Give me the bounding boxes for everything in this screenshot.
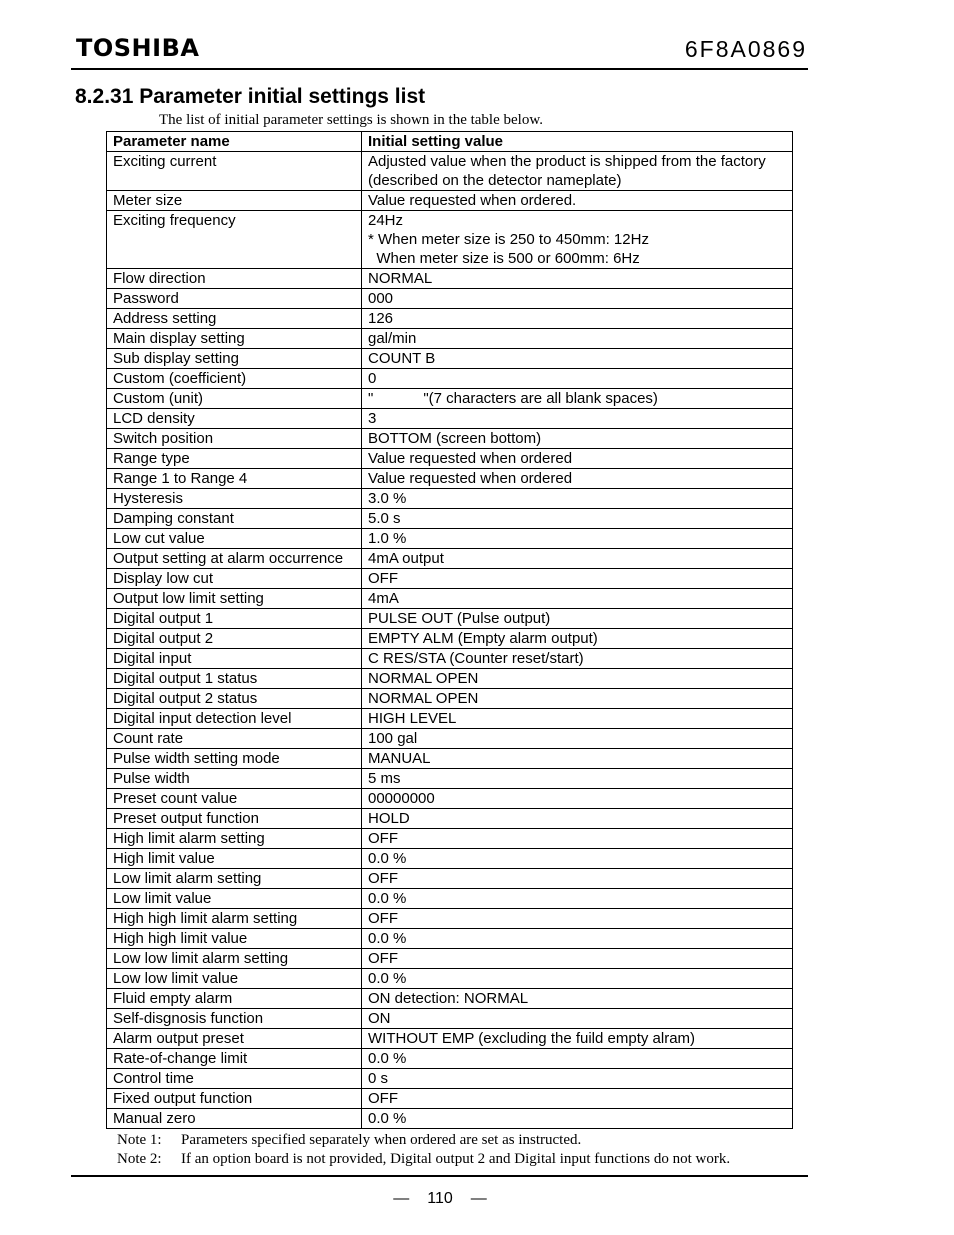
initial-value-line: 0.0 % [368,1050,407,1067]
parameter-name-cell: LCD density [107,409,362,429]
table-row [107,809,793,829]
initial-value-cell [362,1029,793,1049]
table-row [107,789,793,809]
initial-value-line: Value requested when ordered. [368,192,577,209]
note-label: Note 1: [117,1132,162,1148]
initial-value-line: Adjusted value when the product is shipped from the factory [368,153,766,170]
parameter-name-cell: Custom (coefficient) [107,369,362,389]
parameter-name-cell: Control time [107,1069,362,1089]
parameter-name-cell: Output setting at alarm occurrence [107,549,362,569]
footer-divider [71,1175,808,1177]
table-row [107,152,793,191]
page-number [0,1190,880,1208]
initial-value-line: 00000000 [368,790,435,807]
parameter-name-cell: Digital output 2 [107,629,362,649]
initial-value-line: COUNT B [368,350,436,367]
initial-value-cell [362,709,793,729]
table-row [107,389,793,409]
note-text: If an option board is not provided, Digital output 2 and Digital input functions do not work. [181,1151,731,1167]
initial-value-line: Value requested when ordered [368,470,573,487]
initial-value-line: 0 [368,370,377,387]
parameter-table [106,131,793,1129]
initial-value-line: HOLD [368,810,410,827]
initial-value-line: 5.0 s [368,510,401,527]
table-row [107,289,793,309]
table-row [107,889,793,909]
note-label: Note 2: [117,1151,162,1167]
initial-value-line: 0.0 % [368,1110,407,1127]
header-divider [71,68,808,70]
initial-value-line: (described on the detector nameplate) [368,172,622,189]
initial-value-cell [362,849,793,869]
initial-value-cell [362,889,793,909]
table-row [107,549,793,569]
note-text: Parameters specified separately when ordered are set as instructed. [181,1132,582,1148]
initial-value-cell [362,369,793,389]
initial-value-line: OFF [368,570,398,587]
table-row [107,1009,793,1029]
table-row [107,509,793,529]
table-row [107,689,793,709]
initial-value-line: Value requested when ordered [368,450,573,467]
table-row [107,1029,793,1049]
initial-value-cell [362,329,793,349]
table-row [107,309,793,329]
initial-value-cell [362,789,793,809]
table-row [107,269,793,289]
table-row [107,629,793,649]
parameter-name-cell: Fixed output function [107,1089,362,1109]
initial-value-line: NORMAL [368,270,433,287]
initial-value-line: WITHOUT EMP (excluding the fuild empty alram) [368,1030,696,1047]
table-row [107,569,793,589]
initial-value-cell [362,1089,793,1109]
initial-value-line: 126 [368,310,394,327]
parameter-name-cell: Digital output 1 [107,609,362,629]
column-header-initial-value: Initial setting value [362,132,793,152]
table-row [107,469,793,489]
initial-value-line: 3.0 % [368,490,407,507]
initial-value-cell [362,269,793,289]
parameter-name-cell: Low low limit alarm setting [107,949,362,969]
parameter-name-cell: Range type [107,449,362,469]
initial-value-line: BOTTOM (screen bottom) [368,430,542,447]
initial-value-cell [362,609,793,629]
initial-value-cell [362,569,793,589]
initial-value-cell [362,669,793,689]
notes [117,1131,730,1169]
initial-value-line: 4mA output [368,550,444,567]
initial-value-cell [362,1009,793,1029]
initial-value-line: OFF [368,950,398,967]
initial-value-cell [362,389,793,409]
parameter-name-cell: Custom (unit) [107,389,362,409]
initial-value-cell [362,929,793,949]
parameter-name-cell: Digital input detection level [107,709,362,729]
parameter-name-cell: High limit value [107,849,362,869]
initial-value-line: 100 gal [368,730,418,747]
table-row [107,409,793,429]
table-row [107,609,793,629]
parameter-name-cell: Display low cut [107,569,362,589]
parameter-name-cell: High high limit value [107,929,362,949]
table-row [107,849,793,869]
parameter-name-cell: Pulse width setting mode [107,749,362,769]
initial-value-line: OFF [368,870,398,887]
initial-value-cell [362,1109,793,1129]
parameter-name-cell: Range 1 to Range 4 [107,469,362,489]
parameter-name-cell: Flow direction [107,269,362,289]
initial-value-cell [362,809,793,829]
table-row [107,829,793,849]
initial-value-cell [362,829,793,849]
page-dash-left: — [393,1190,410,1207]
note-item [117,1131,730,1150]
initial-value-cell [362,769,793,789]
initial-value-cell [362,629,793,649]
initial-value-cell [362,509,793,529]
initial-value-line: 24Hz [368,212,404,229]
parameter-name-cell: Low low limit value [107,969,362,989]
table-row [107,649,793,669]
initial-value-cell [362,989,793,1009]
initial-value-line: 0.0 % [368,850,407,867]
parameter-name-cell: Sub display setting [107,349,362,369]
parameter-name-cell: Exciting current [107,152,362,191]
table-row [107,869,793,889]
table-row [107,1049,793,1069]
initial-value-line: NORMAL OPEN [368,670,479,687]
page-dash-right: — [470,1190,487,1207]
table-row [107,1109,793,1129]
initial-value-cell [362,949,793,969]
parameter-name-cell: Digital output 2 status [107,689,362,709]
initial-value-line: NORMAL OPEN [368,690,479,707]
table-row [107,191,793,211]
parameter-name-cell: Preset count value [107,789,362,809]
table-row [107,749,793,769]
parameter-name-cell: Meter size [107,191,362,211]
table-header-row [107,132,793,152]
table-row [107,949,793,969]
parameter-name-cell: Exciting frequency [107,211,362,269]
initial-value-cell [362,689,793,709]
table-row [107,929,793,949]
page-header [76,34,807,64]
initial-value-line: PULSE OUT (Pulse output) [368,610,551,627]
parameter-name-cell: Digital input [107,649,362,669]
parameter-name-cell: Low cut value [107,529,362,549]
initial-value-line: MANUAL [368,750,431,767]
table-row [107,669,793,689]
column-header-parameter-name: Parameter name [107,132,362,152]
table-row [107,989,793,1009]
initial-value-cell [362,289,793,309]
table-row [107,909,793,929]
initial-value-cell [362,309,793,329]
initial-value-line: 0.0 % [368,970,407,987]
section-title: 8.2.31 Parameter initial settings list [75,85,426,108]
table-row [107,429,793,449]
parameter-name-cell: Password [107,289,362,309]
table-row [107,1069,793,1089]
table-row [107,329,793,349]
parameter-name-cell: Low limit value [107,889,362,909]
initial-value-cell [362,729,793,749]
initial-value-line: OFF [368,910,398,927]
initial-value-cell [362,469,793,489]
initial-value-line: 3 [368,410,377,427]
initial-value-line: " "(7 characters are all blank spaces) [368,390,658,407]
initial-value-cell [362,349,793,369]
initial-value-cell [362,489,793,509]
table-row [107,709,793,729]
parameter-name-cell: Low limit alarm setting [107,869,362,889]
initial-value-line: * When meter size is 250 to 450mm: 12Hz [368,231,649,248]
parameter-name-cell: Fluid empty alarm [107,989,362,1009]
page-number-value: 110 [427,1190,453,1207]
initial-value-cell [362,191,793,211]
table-row [107,369,793,389]
initial-value-line: 0 s [368,1070,389,1087]
note-item [117,1150,730,1169]
parameter-name-cell: Damping constant [107,509,362,529]
initial-value-line: ON detection: NORMAL [368,990,529,1007]
section-intro: The list of initial parameter settings is shown in the table below. [159,112,543,128]
table-row [107,211,793,269]
initial-value-line: ON [368,1010,391,1027]
initial-value-cell [362,152,793,191]
parameter-name-cell: Pulse width [107,769,362,789]
initial-value-line: When meter size is 500 or 600mm: 6Hz [368,250,640,267]
initial-value-line: C RES/STA (Counter reset/start) [368,650,584,667]
table-row [107,969,793,989]
parameter-name-cell: Self-disgnosis function [107,1009,362,1029]
parameter-name-cell: Address setting [107,309,362,329]
table-row [107,729,793,749]
initial-value-line: 0.0 % [368,890,407,907]
initial-value-cell [362,749,793,769]
parameter-name-cell: Switch position [107,429,362,449]
initial-value-cell [362,549,793,569]
parameter-name-cell: High limit alarm setting [107,829,362,849]
parameter-name-cell: Main display setting [107,329,362,349]
parameter-name-cell: Manual zero [107,1109,362,1129]
table-row [107,349,793,369]
parameter-name-cell: Hysteresis [107,489,362,509]
initial-value-line: gal/min [368,330,417,347]
parameter-name-cell: High high limit alarm setting [107,909,362,929]
initial-value-line: 000 [368,290,394,307]
initial-value-line: 5 ms [368,770,401,787]
brand-logo: TOSHIBA [76,34,200,62]
parameter-name-cell: Count rate [107,729,362,749]
initial-value-cell [362,869,793,889]
document-number: 6F8A0869 [684,36,807,62]
initial-value-line: 0.0 % [368,930,407,947]
initial-value-cell [362,589,793,609]
initial-value-cell [362,1049,793,1069]
initial-value-cell [362,409,793,429]
table-row [107,529,793,549]
parameter-name-cell: Output low limit setting [107,589,362,609]
initial-value-cell [362,211,793,269]
initial-value-line: 4mA [368,590,399,607]
table-row [107,589,793,609]
initial-value-line: OFF [368,830,398,847]
initial-value-cell [362,449,793,469]
initial-value-line: EMPTY ALM (Empty alarm output) [368,630,598,647]
initial-value-line: HIGH LEVEL [368,710,457,727]
initial-value-cell [362,649,793,669]
table-body [107,152,793,1129]
parameter-name-cell: Rate-of-change limit [107,1049,362,1069]
initial-value-cell [362,909,793,929]
table-row [107,489,793,509]
initial-value-cell [362,969,793,989]
table-row [107,449,793,469]
initial-value-cell [362,1069,793,1089]
initial-value-cell [362,529,793,549]
parameter-name-cell: Digital output 1 status [107,669,362,689]
table-row [107,769,793,789]
parameter-name-cell: Alarm output preset [107,1029,362,1049]
parameter-name-cell: Preset output function [107,809,362,829]
table-row [107,1089,793,1109]
initial-value-line: OFF [368,1090,398,1107]
initial-value-cell [362,429,793,449]
initial-value-line: 1.0 % [368,530,407,547]
